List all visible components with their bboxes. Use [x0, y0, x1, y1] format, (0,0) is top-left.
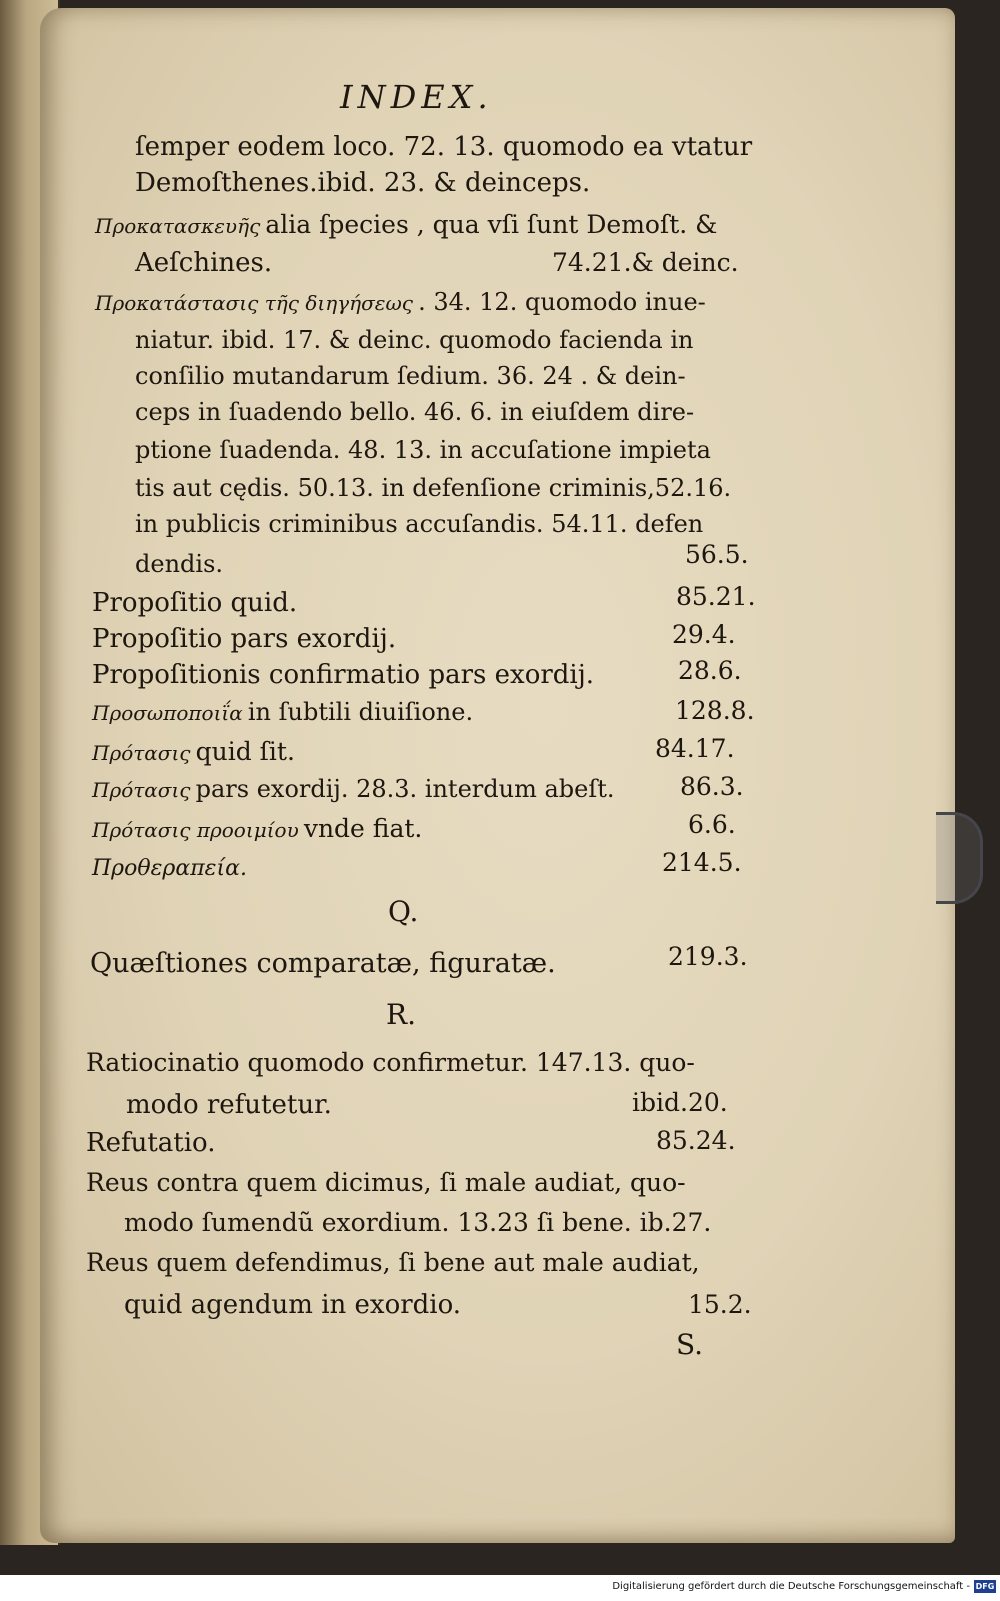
dfg-logo: DFG — [975, 1582, 995, 1591]
greek-term: Προθεραπεία. — [92, 856, 247, 881]
index-line: Quæſtiones comparatæ, figuratæ. — [90, 948, 556, 979]
page-reference: 85.21. — [676, 582, 756, 611]
page-reference: 74.21.& deinc. — [552, 248, 739, 277]
greek-term: Πρότασις προοιμίου — [92, 818, 299, 842]
section-letter-s: S. — [676, 1328, 704, 1361]
index-entry — [92, 737, 295, 766]
entry-text: pars exordij. 28.3. interdum abeſt. — [195, 775, 615, 803]
index-line: Aeſchines. — [135, 248, 273, 278]
page-reference: 6.6. — [688, 810, 736, 839]
index-line: Ratiocinatio quomodo confirmetur. 147.13. quo- — [86, 1048, 695, 1077]
greek-term: Προκατάστασις τῆς διηγήσεως — [95, 291, 414, 315]
index-entry — [92, 775, 614, 803]
index-line: tis aut cędis. 50.13. in defenſione criminis,52.16. — [135, 474, 732, 502]
index-line: niatur. ibid. 17. & deinc. quomodo facienda in — [135, 326, 694, 354]
index-line: in publicis criminibus accuſandis. 54.11. defen — [135, 510, 704, 538]
entry-text: quid ſit. — [195, 737, 295, 766]
index-line: Propoſitio quid. — [92, 588, 298, 618]
page-reference: 86.3. — [680, 772, 744, 801]
page-heading: INDEX. — [340, 78, 493, 116]
page-reference: 214.5. — [662, 848, 742, 877]
index-entry — [92, 814, 422, 843]
index-line: Reus quem defendimus, ſi bene aut male audiat, — [86, 1248, 700, 1277]
greek-term: Πρότασις — [92, 778, 191, 802]
index-line: Refutatio. — [86, 1128, 216, 1158]
index-entry — [95, 210, 717, 239]
index-line: ceps in ſuadendo bello. 46. 6. in eiuſdem dire- — [135, 398, 695, 426]
index-line: Propoſitionis confirmatio pars exordij. — [92, 660, 595, 690]
index-line: ſemper eodem loco. 72. 13. quomodo ea vtatur — [135, 132, 753, 162]
page-reference: 29.4. — [672, 620, 736, 649]
index-entry — [92, 698, 473, 726]
page-reference: 219.3. — [668, 942, 748, 971]
index-line: Demoſthenes.ibid. 23. & deinceps. — [135, 168, 591, 198]
digitization-credit: Digitalisierung gefördert durch die Deutsche Forschungsgemeinschaft - — [612, 1581, 970, 1592]
index-line: quid agendum in exordio. — [124, 1290, 462, 1320]
index-line: modo refutetur. — [126, 1090, 332, 1120]
page-reference: 56.5. — [685, 540, 749, 569]
page-reference: 128.8. — [675, 696, 755, 725]
section-letter-r: R. — [386, 998, 416, 1031]
page-reference: ibid.20. — [632, 1088, 728, 1117]
greek-term: Προσωποποιΐα — [92, 701, 243, 725]
index-line: conſilio mutandarum ſedium. 36. 24 . & dein- — [135, 362, 686, 390]
entry-text: . 34. 12. quomodo inue- — [418, 288, 706, 316]
page-clip — [936, 812, 983, 904]
index-line: ptione ſuadenda. 48. 13. in accuſatione impieta — [135, 436, 711, 464]
entry-text: alia ſpecies , qua vſi ſunt Demoſt. & — [265, 210, 718, 239]
section-letter-q: Q. — [388, 895, 419, 928]
greek-term: Προκατασκευῆς — [95, 214, 261, 238]
index-entry — [95, 288, 706, 316]
page-reference: 15.2. — [688, 1290, 752, 1319]
page-reference: 84.17. — [655, 734, 735, 763]
index-line: dendis. — [135, 550, 224, 578]
entry-text: in ſubtili diuiſione. — [247, 698, 474, 726]
page-reference: 28.6. — [678, 656, 742, 685]
index-line: modo ſumendũ exordium. 13.23 ſi bene. ib.27. — [124, 1208, 712, 1237]
index-line: Reus contra quem dicimus, ſi male audiat, quo- — [86, 1168, 686, 1197]
entry-text: vnde fiat. — [303, 814, 423, 843]
page-reference: 85.24. — [656, 1126, 736, 1155]
index-line: Propoſitio pars exordij. — [92, 624, 397, 654]
greek-term: Πρότασις — [92, 741, 191, 765]
